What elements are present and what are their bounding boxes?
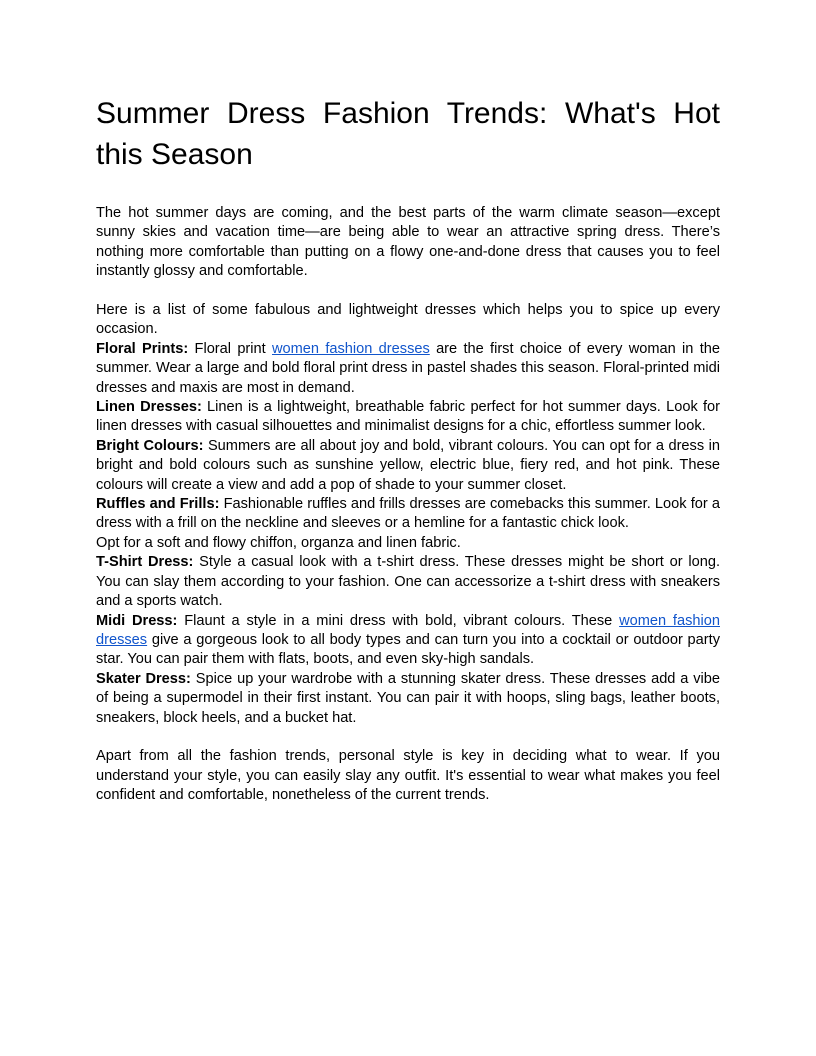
skater-dress-heading: Skater Dress: — [96, 670, 191, 687]
linen-dresses-text: Linen is a lightweight, breathable fabric perfect for hot summer days. Look for linen dresses with casual silhouettes and minimalist designs for a chic, effortless summer look. — [96, 399, 720, 435]
women-fashion-dresses-link[interactable]: women fashion dresses — [96, 612, 720, 648]
women-fashion-dresses-link[interactable]: women fashion dresses — [272, 340, 430, 357]
floral-prints-text-after: are the first choice of every woman in the summer. Wear a large and bold floral print dress in pastel shades this season. Floral-printed midi dresses and maxis are most in demand. — [96, 340, 720, 396]
linen-dresses-heading: Linen Dresses: — [96, 399, 202, 416]
tshirt-dress-heading: T-Shirt Dress: — [96, 554, 194, 571]
floral-prints-text-before: Floral print — [188, 340, 272, 357]
floral-prints-paragraph — [96, 340, 720, 398]
midi-dress-heading: Midi Dress: — [96, 612, 178, 629]
document-title: Summer Dress Fashion Trends: What's Hot this Season — [96, 97, 720, 171]
midi-dress-text-before: Flaunt a style in a mini dress with bold, vibrant colours. These — [177, 612, 620, 629]
midi-dress-text-after: give a gorgeous look to all body types and can turn you into a cocktail or outdoor party star. You can pair them with flats, boots, and even sky-high sandals. — [96, 631, 720, 668]
conclusion-paragraph: Apart from all the fashion trends, personal style is key in deciding what to wear. If you understand your style, you can easily slay any outfit. It's essential to wear what makes you feel confident and comfortable, nonetheless of the current trends. — [96, 748, 720, 804]
spacer — [96, 282, 720, 301]
spacer — [96, 175, 720, 204]
list-intro-paragraph: Here is a list of some fabulous and lightweight dresses which helps you to spice up every occasion. — [96, 302, 720, 338]
skater-dress-paragraph — [96, 670, 720, 728]
intro-paragraph: The hot summer days are coming, and the best parts of the warm climate season—except sunny skies and vacation time—are being able to wear an attractive spring dress. There’s nothing more comfortable than putting on a flowy one-and-done dress that causes you to feel instantly glossy and comfortable. — [96, 205, 720, 280]
ruffles-frills-text: Fashionable ruffles and frills dresses are comebacks this summer. Look for a dress with a frill on the neckline and sleeves or a hemline for a fantastic chick look. — [96, 496, 721, 532]
document-page — [96, 93, 720, 806]
bright-colours-paragraph — [96, 437, 720, 495]
chiffon-note-paragraph: Opt for a soft and flowy chiffon, organza and linen fabric. — [96, 534, 461, 551]
bright-colours-heading: Bright Colours: — [96, 437, 204, 454]
ruffles-frills-paragraph — [96, 495, 720, 534]
bright-colours-text: Summers are all about joy and bold, vibrant colours. You can opt for a dress in bright and bold colours such as sunshine yellow, electric blue, fiery red, and hot pink. These colours will create a view and add a pop of shade to your summer closet. — [96, 437, 720, 493]
ruffles-frills-heading: Ruffles and Frills: — [96, 496, 220, 513]
tshirt-dress-text: Style a casual look with a t-shirt dress. These dresses might be short or long. You can slay them according to your fashion. One can accessorize a t-shirt dress with sneakers and a sports watch. — [96, 554, 720, 610]
linen-dresses-paragraph — [96, 398, 720, 437]
midi-dress-paragraph — [96, 612, 720, 670]
spacer — [96, 728, 720, 747]
floral-prints-heading: Floral Prints: — [96, 340, 189, 357]
skater-dress-text: Spice up your wardrobe with a stunning skater dress. These dresses add a vibe of being a supermodel in their first instant. You can pair it with hoops, sling bags, leather boots, sneakers, block heels, and a bucket hat. — [96, 670, 720, 726]
tshirt-dress-paragraph — [96, 553, 720, 611]
